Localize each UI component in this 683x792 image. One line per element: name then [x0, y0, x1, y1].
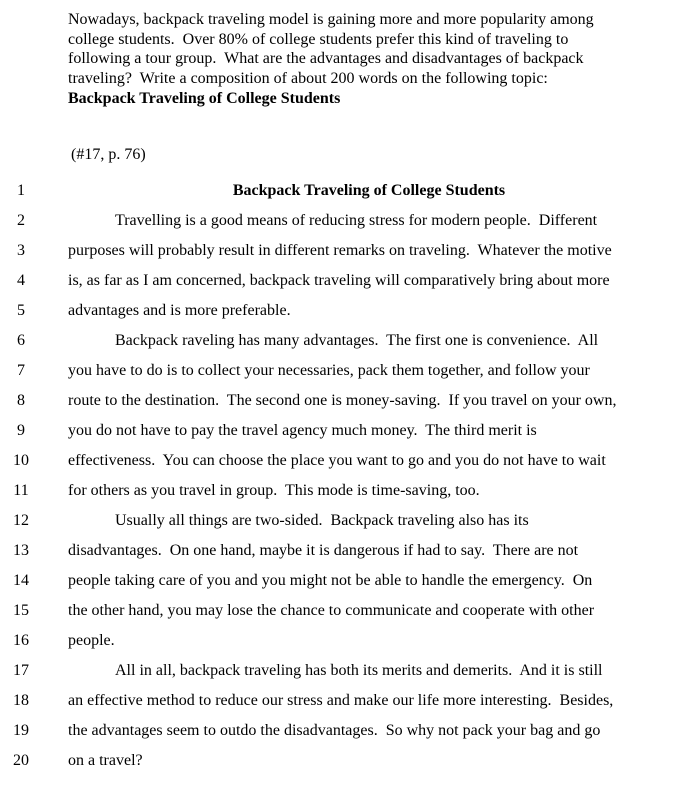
prompt-line: Nowadays, backpack traveling model is gaining more and more popularity among — [68, 11, 594, 28]
line-number: 7 — [17, 362, 25, 379]
prompt-topic-title: Backpack Traveling of College Students — [68, 89, 341, 107]
essay-line-text: effectiveness. You can choose the place you want to go and you do not have to wait — [68, 452, 606, 469]
line-number: 8 — [17, 392, 25, 409]
essay-line-row — [0, 386, 683, 416]
essay-line-row — [0, 716, 683, 746]
essay-line-row — [0, 566, 683, 596]
essay-line-text: people. — [68, 632, 115, 649]
essay-line-text: Travelling is a good means of reducing stress for modern people. Different — [115, 212, 598, 229]
line-number: 16 — [13, 632, 29, 649]
line-number: 6 — [17, 332, 25, 349]
line-number: 12 — [13, 512, 29, 529]
line-number: 1 — [17, 182, 25, 199]
essay-line-row — [0, 626, 683, 656]
essay-line-text: Usually all things are two-sided. Backpack traveling also has its — [115, 512, 529, 529]
essay-line-row — [0, 206, 683, 236]
essay-line-row — [0, 356, 683, 386]
prompt-line: college students. Over 80% of college students prefer this kind of traveling to — [68, 30, 569, 48]
essay-line-row — [0, 686, 683, 716]
prompt-line: following a tour group. What are the advantages and disadvantages of backpack — [68, 50, 584, 68]
line-number: 17 — [13, 662, 29, 679]
essay-line-text: the other hand, you may lose the chance to communicate and cooperate with other — [68, 602, 595, 619]
essay-line-text: people taking care of you and you might not be able to handle the emergency. On — [68, 572, 593, 589]
essay-line-text: All in all, backpack traveling has both its merits and demerits. And it is still — [115, 662, 603, 679]
essay-line-text: is, as far as I am concerned, backpack traveling will comparatively bring about more — [68, 272, 610, 289]
essay-line-text: route to the destination. The second one is money-saving. If you travel on your own, — [68, 392, 617, 409]
line-number: 19 — [13, 722, 29, 739]
line-number: 10 — [13, 452, 29, 469]
essay-line-row — [0, 536, 683, 566]
essay-title-text: Backpack Traveling of College Students — [232, 182, 506, 199]
line-number: 2 — [17, 212, 25, 229]
essay-line-row — [0, 266, 683, 296]
line-number: 3 — [17, 242, 25, 259]
essay-body — [0, 176, 683, 776]
line-number: 20 — [13, 752, 29, 769]
essay-line-text: advantages and is more preferable. — [68, 302, 291, 319]
essay-line-text: an effective method to reduce our stress and make our life more interesting. Besides, — [68, 692, 614, 709]
essay-line-row — [0, 326, 683, 356]
essay-line-row — [0, 746, 683, 776]
line-number: 14 — [13, 572, 29, 589]
line-number: 18 — [13, 692, 29, 709]
line-number: 4 — [17, 272, 25, 289]
prompt-paragraph — [68, 10, 594, 109]
essay-line-text: you do not have to pay the travel agency much money. The third merit is — [68, 422, 537, 439]
essay-line-text: disadvantages. On one hand, maybe it is dangerous if had to say. There are not — [68, 542, 579, 559]
line-number: 15 — [13, 602, 29, 619]
essay-line-row — [0, 506, 683, 536]
essay-line-row — [0, 596, 683, 626]
essay-line-text: you have to do is to collect your necessaries, pack them together, and follow your — [68, 362, 590, 379]
essay-line-row — [0, 416, 683, 446]
essay-line-text: on a travel? — [68, 752, 143, 769]
essay-line-row — [0, 296, 683, 326]
essay-line-row — [0, 656, 683, 686]
essay-line-text: the advantages seem to outdo the disadvantages. So why not pack your bag and go — [68, 722, 601, 739]
essay-line-text: Backpack raveling has many advantages. The first one is convenience. All — [115, 332, 599, 349]
essay-line-row — [0, 176, 683, 206]
essay-line-text: purposes will probably result in different remarks on traveling. Whatever the motive — [68, 242, 612, 259]
reference-label: (#17, p. 76) — [71, 146, 146, 163]
line-number: 11 — [13, 482, 29, 499]
line-number: 13 — [13, 542, 29, 559]
prompt-line: traveling? Write a composition of about 200 words on the following topic: — [68, 70, 548, 88]
essay-line-row — [0, 236, 683, 266]
line-number: 5 — [17, 302, 25, 319]
essay-line-row — [0, 446, 683, 476]
essay-line-row — [0, 476, 683, 506]
essay-line-text: for others as you travel in group. This mode is time-saving, too. — [68, 482, 480, 499]
line-number: 9 — [17, 422, 25, 439]
